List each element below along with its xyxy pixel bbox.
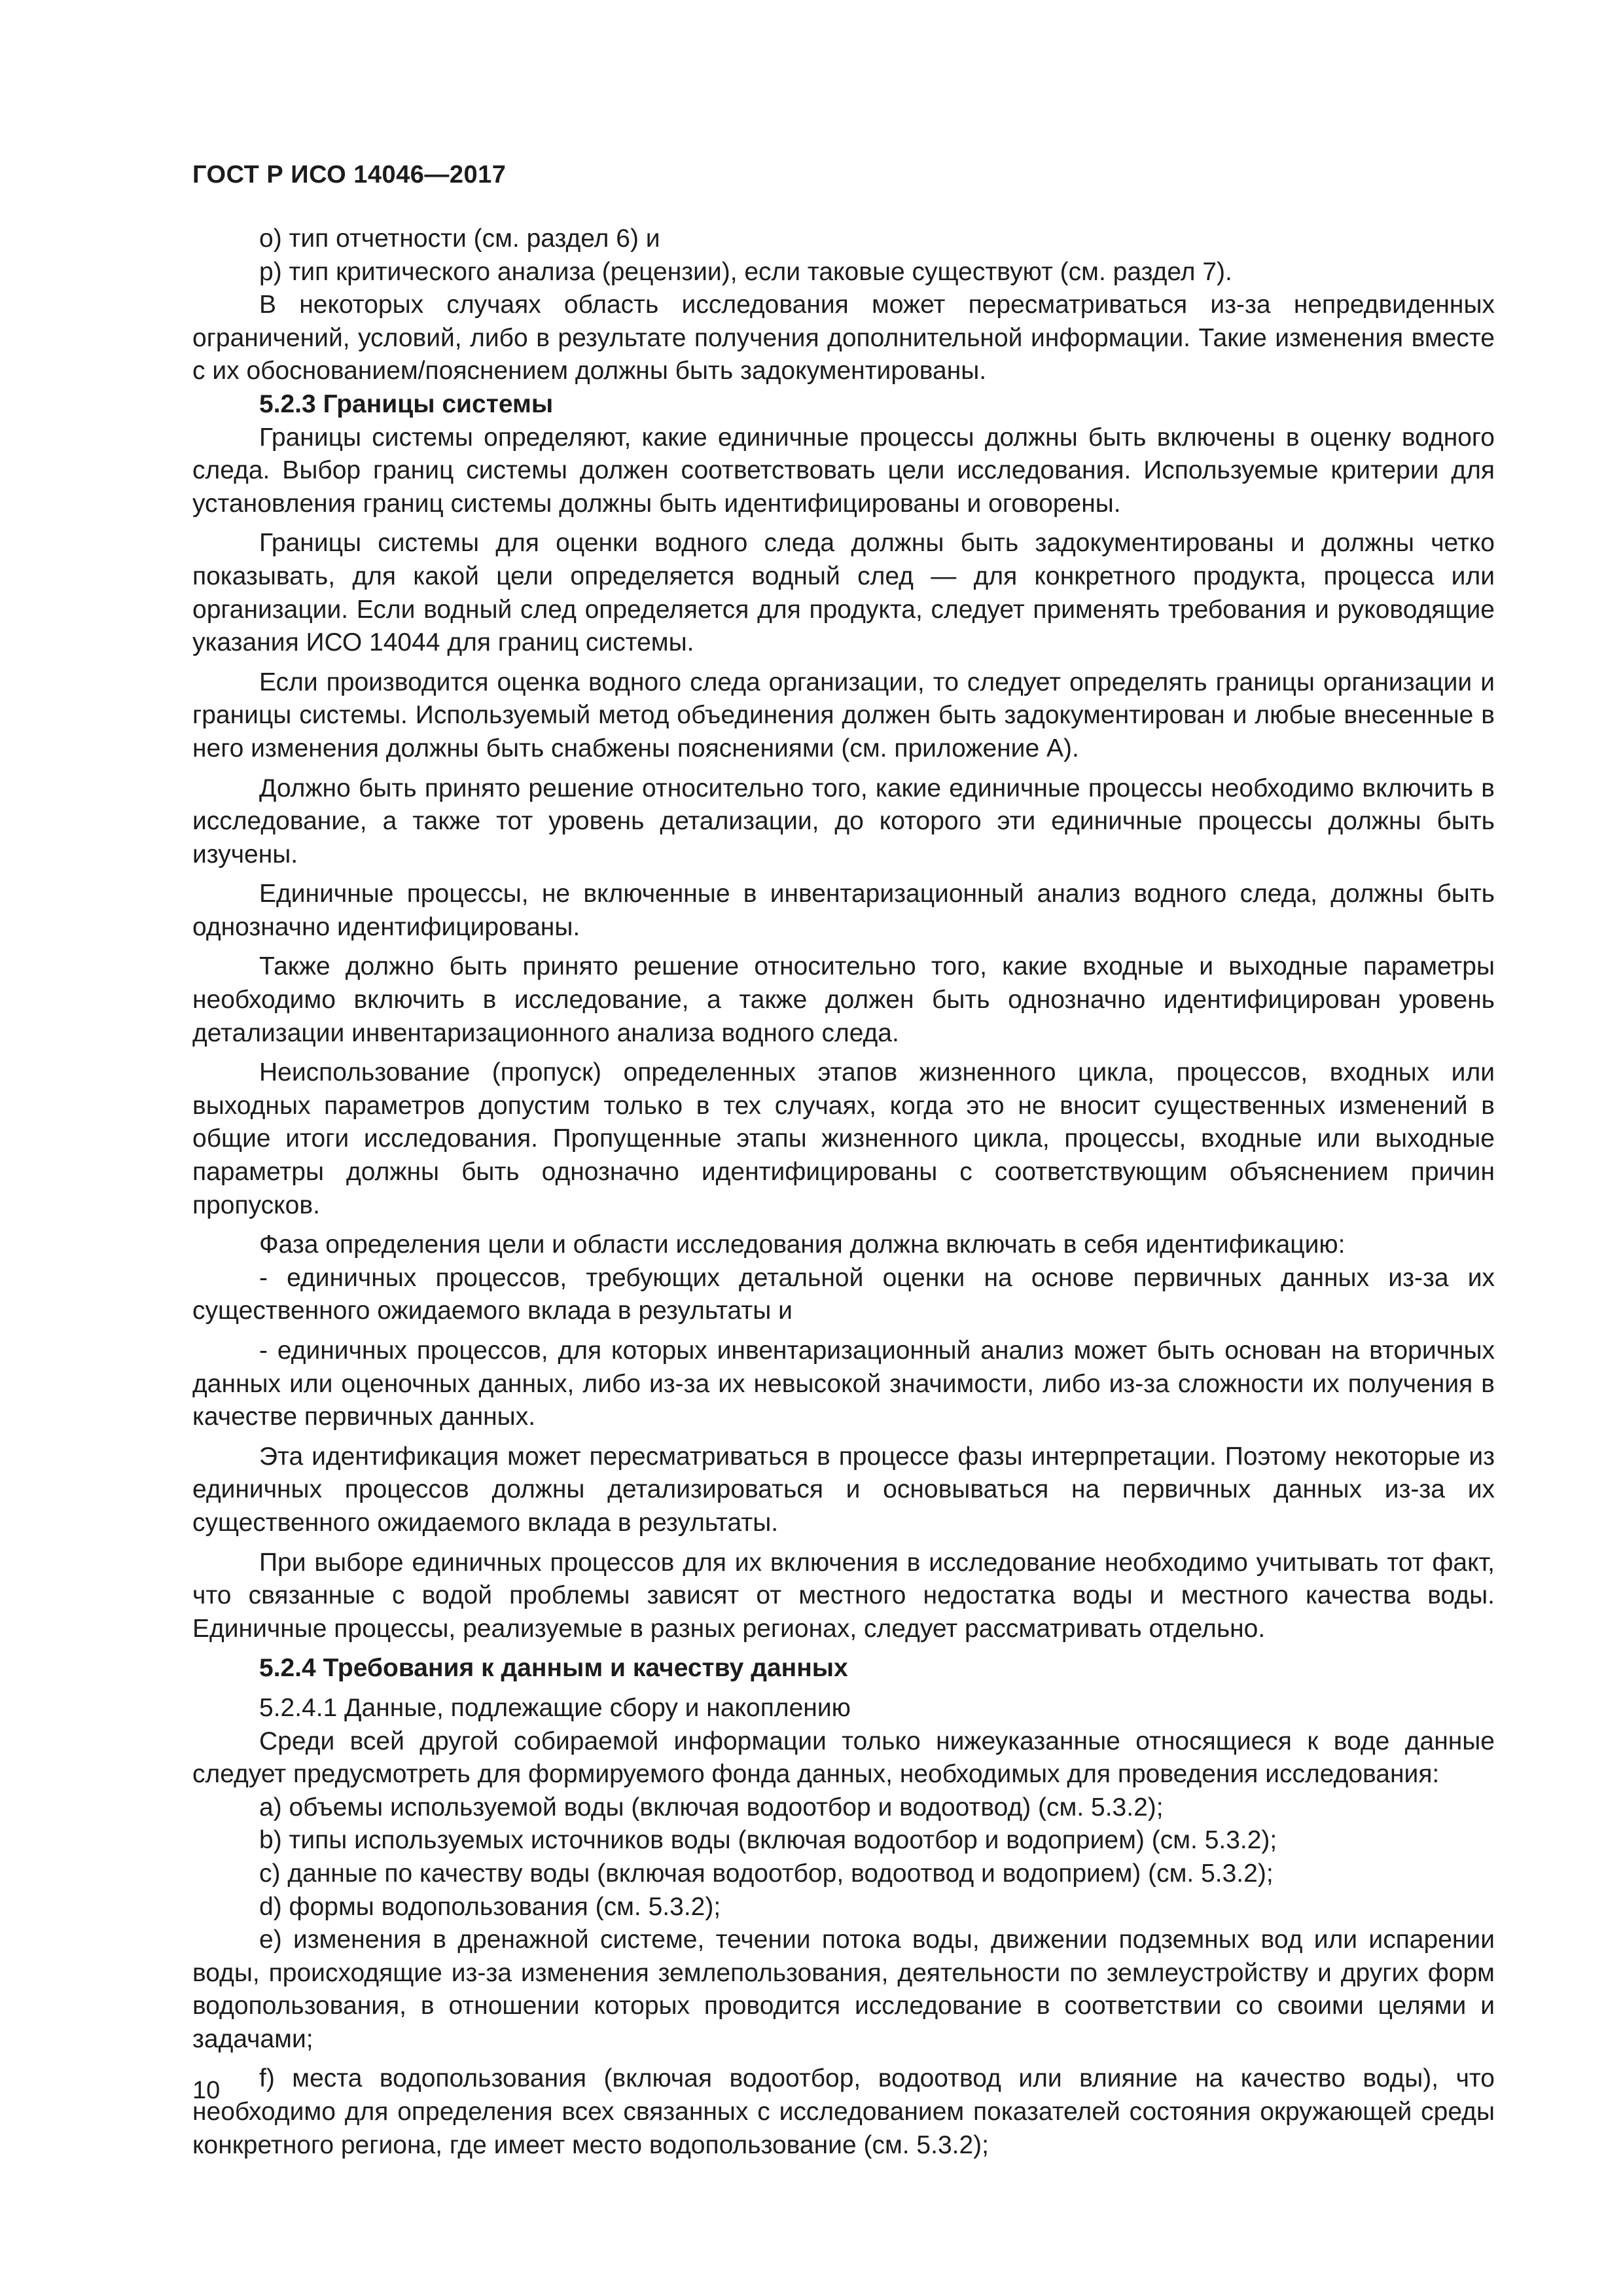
list-item-c: c) данные по качеству воды (включая водоотбор, водоотвод и водоприем) (см. 5.3.2); bbox=[259, 1859, 1274, 1888]
paragraph: Должно быть принято решение относительно того, какие единичные процессы необходимо включить в исследование, а также тот уровень детализации, до которого эти единичные процессы должны быть изучены. bbox=[192, 774, 1495, 869]
paragraph: Границы системы для оценки водного следа должны быть задокументированы и должны четко показывать, для какой цели определяется водный след — для конкретного продукта, процесса или организации. Если водный след определяется для продукта, следует применять требования и руководящие указания ИСО 14044 для границ системы. bbox=[192, 529, 1495, 657]
paragraph: Если производится оценка водного следа организации, то следует определять границы организации и границы системы. Используемый метод объединения должен быть задокументирован и любые внесенные в него изменения должны быть снабжены пояснениями (см. приложение А). bbox=[192, 668, 1495, 762]
subsection-heading-5-2-4-1: 5.2.4.1 Данные, подлежащие сбору и накоплению bbox=[259, 1693, 851, 1722]
paragraph: В некоторых случаях область исследования может пересматриваться из-за непредвиденных ограничений, условий, либо в результате получения дополнительной информации. Такие изменения вместе с их обоснованием/пояснением должны быть задокументированы. bbox=[192, 291, 1495, 386]
list-item-f: f) места водопользования (включая водоотбор, водоотвод или влияние на качество воды), что необходимо для определения всех связанных с исследованием показателей состояния окружающей среды конкретного региона, где имеет место водопользование (см. 5.3.2); bbox=[192, 2064, 1495, 2159]
paragraph: Границы системы определяют, какие единичные процессы должны быть включены в оценку водного следа. Выбор границ системы должен соответствовать цели исследования. Используемые критерии для установления границ системы должны быть идентифицированы и оговорены. bbox=[192, 423, 1495, 518]
body-text bbox=[192, 223, 1495, 2162]
list-item-a: a) объемы используемой воды (включая водоотбор и водоотвод) (см. 5.3.2); bbox=[259, 1793, 1164, 1821]
paragraph: При выборе единичных процессов для их включения в исследование необходимо учитывать тот факт, что связанные с водой проблемы зависят от местного недостатка воды и местного качества воды. Единичные процессы, реализуемые в разных регионах, следует рассматривать отдельно. bbox=[192, 1548, 1495, 1643]
list-item-o: o) тип отчетности (см. раздел 6) и bbox=[259, 224, 660, 253]
standard-header: ГОСТ Р ИСО 14046—2017 bbox=[192, 161, 507, 188]
list-item-dash: - единичных процессов, требующих детальной оценки на основе первичных данных из-за их существенного ожидаемого вклада в результаты и bbox=[192, 1263, 1495, 1325]
paragraph: Фаза определения цели и области исследования должна включать в себя идентификацию: bbox=[259, 1230, 1346, 1259]
list-item-b: b) типы используемых источников воды (включая водоотбор и водоприем) (см. 5.3.2); bbox=[259, 1826, 1277, 1855]
paragraph: Также должно быть принято решение относительно того, какие входные и выходные параметры необходимо включить в исследование, а также должен быть однозначно идентифицирован уровень детализации инвентаризационного анализа водного следа. bbox=[192, 952, 1495, 1047]
list-item-p: p) тип критического анализа (рецензии), если таковые существуют (см. раздел 7). bbox=[259, 257, 1232, 286]
list-item-dash: - единичных процессов, для которых инвентаризационный анализ может быть основан на вторичных данных или оценочных данных, либо из-за их невысокой значимости, либо из-за сложности их получения в качестве первичных данных. bbox=[192, 1336, 1495, 1431]
page-number: 10 bbox=[192, 2077, 221, 2104]
paragraph: Среди всей другой собираемой информации только нижеуказанные относящиеся к воде данные следует предусмотреть для формируемого фонда данных, необходимых для проведения исследования: bbox=[192, 1727, 1495, 1789]
list-item-d: d) формы водопользования (см. 5.3.2); bbox=[259, 1892, 721, 1921]
section-heading-5-2-4: 5.2.4 Требования к данным и качеству данных bbox=[259, 1654, 848, 1683]
list-item-e: e) изменения в дренажной системе, течении потока воды, движении подземных вод или испарении воды, происходящие из-за изменения землепользования, деятельности по землеустройству и других форм водопользования, в отношении которых проводится исследование в соответствии со своими целями и задачами; bbox=[192, 1926, 1495, 2053]
section-heading-5-2-3: 5.2.3 Границы системы bbox=[259, 389, 554, 418]
paragraph: Единичные процессы, не включенные в инвентаризационный анализ водного следа, должны быть однозначно идентифицированы. bbox=[192, 880, 1495, 941]
paragraph: Неиспользование (пропуск) определенных этапов жизненного цикла, процессов, входных или выходных параметров допустим только в тех случаях, когда это не вносит существенных изменений в общие итоги исследования. Пропущенные этапы жизненного цикла, процессы, входные или выходные параметры должны быть однозначно идентифицированы с соответствующим объяснением причин пропусков. bbox=[192, 1058, 1495, 1219]
paragraph: Эта идентификация может пересматриваться в процессе фазы интерпретации. Поэтому некоторые из единичных процессов должны детализироваться и основываться на первичных данных из-за их существенного ожидаемого вклада в результаты. bbox=[192, 1442, 1495, 1537]
